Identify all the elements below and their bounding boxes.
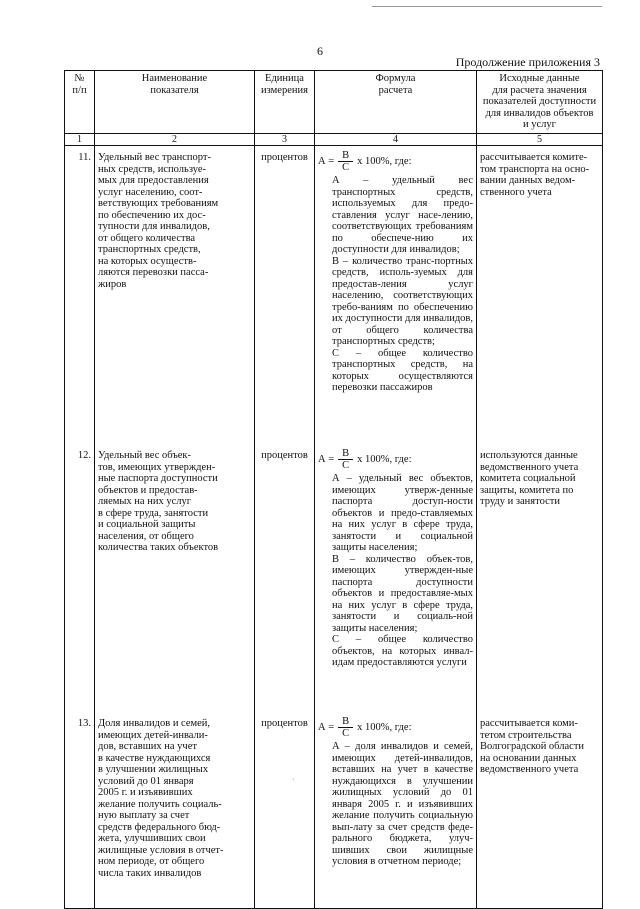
indicator-name: Удельный вес объек- тов, имеющих утвержден- ные паспорта доступности объектов и предостав- ляемых на них услуг в сфере труда, занятости и социальной защиты населения, от общего количества таких объектов (95, 444, 255, 712)
formula-fraction (338, 448, 353, 471)
column-number-row (65, 134, 603, 146)
indicator-name: Удельный вес транспорт- ных средств, используе- мых для предоставления услуг населению, соот- ветствующих требованиям по обеспечению их дос- тупности для инвалидов, от общего количества транспортных средств, на которых осуществ- ляются перевозки пасса- жиров (95, 146, 255, 445)
row-number: 11. (65, 146, 95, 445)
col-number: 5 (477, 134, 603, 146)
page-number: 6 (317, 44, 323, 58)
formula (315, 712, 477, 909)
formula-numerator: В (338, 448, 353, 460)
table-row (65, 444, 603, 712)
formula-equation (318, 716, 473, 739)
formula-denominator: С (342, 460, 350, 471)
unit-of-measure: процентов (255, 444, 315, 712)
formula-numerator: В (338, 150, 353, 162)
formula-rhs: x 100%, где: (357, 453, 412, 465)
formula-equation (318, 150, 473, 173)
formula-definition: А – удельный вес объектов, имеющих утверж-денные паспорта доступ-ности объектов и предо-ставляемых на них услуг в сфере труда, занятости и социальной защиты населения; (332, 473, 473, 553)
header-unit: Единица измерения (255, 71, 315, 134)
row-number: 12. (65, 444, 95, 712)
formula-definition: С – общее количество объектов, на которых инвал-идам предоставляются услуги (332, 634, 473, 668)
scan-mark: · (292, 775, 295, 784)
indicator-table (64, 70, 603, 909)
header-source-data: Исходные данные для расчета значения показателей доступности для инвалидов объектов и услуг (477, 71, 603, 134)
row-number: 13. (65, 712, 95, 909)
table-row (65, 146, 603, 445)
unit-of-measure: процентов (255, 712, 315, 909)
top-rule (372, 6, 602, 7)
formula-definition: С – общее количество транспортных средств, на которых осуществляются перевозки пассажиров (332, 347, 473, 393)
table-row (65, 712, 603, 909)
formula-lhs: А = (318, 721, 335, 733)
formula-rhs: x 100%, где: (357, 721, 412, 733)
formula-definition: А – удельный вес транспортных средств, используемых для предо-ставления услуг насе-лению, соответствующих требованиям по обеспече-нию их доступности для инвалидов; (332, 175, 473, 255)
formula (315, 146, 477, 445)
unit-of-measure: процентов (255, 146, 315, 445)
col-number: 1 (65, 134, 95, 146)
indicator-name: Доля инвалидов и семей, имеющих детей-инвали- дов, вставших на учет в качестве нуждающихся в улучшении жилищных условий до 01 января 2005 г. и изъявивших желание получить социаль- ную выплату за счет средств федерального бюд- жета, улучшивших свои жилищные условия в отчет- ном периоде, от общего числа таких инвалидов (95, 712, 255, 909)
formula-definition: А – доля инвалидов и семей, имеющих детей-инвалидов, вставших на учет в качестве нуждающихся в улучшении жилищных условий до 01 января 2005 г. и изъявивших желание получить социальную вып-лату за счет средств феде-рального бюджета, улуч-шивших свои жилищные условия в отчетном периоде; (332, 741, 473, 867)
formula-denominator: С (342, 162, 350, 173)
col-number: 2 (95, 134, 255, 146)
formula-definition: В – количество транс-портных средств, исполь-зуемых для предостав-ления услуг населению, соответствующих требо-ваниям по обеспечению их доступности для инвалидов, от общего количества транспортных средств; (332, 255, 473, 347)
formula-equation (318, 448, 473, 471)
source-data: рассчитывается коми- тетом строительства Волгоградской области на основании данных ведомственного учета (477, 712, 603, 909)
formula-definition: В – количество объек-тов, имеющих утвержден-ные паспорта доступности объектов и предоставляе-мых на них услуг в сфере труда, занятости и социаль-ной защиты населения; (332, 553, 473, 634)
formula-numerator: В (338, 716, 353, 728)
col-number: 3 (255, 134, 315, 146)
continuation-label: Продолжение приложения 3 (455, 55, 600, 69)
source-data: рассчитывается комите- том транспорта на осно- вании данных ведом- ственного учета (477, 146, 603, 445)
header-indicator-name: Наименование показателя (95, 71, 255, 134)
formula-fraction (338, 150, 353, 173)
table-header-row (65, 71, 603, 134)
formula-lhs: А = (318, 155, 335, 167)
formula-rhs: x 100%, где: (357, 155, 412, 167)
formula-fraction (338, 716, 353, 739)
header-formula: Формула расчета (315, 71, 477, 134)
header-number: № п/п (65, 71, 95, 134)
col-number: 4 (315, 134, 477, 146)
source-data: используются данные ведомственного учета комитета социальной защиты, комитета по труду и занятости (477, 444, 603, 712)
formula (315, 444, 477, 712)
formula-lhs: А = (318, 453, 335, 465)
formula-denominator: С (342, 728, 350, 739)
